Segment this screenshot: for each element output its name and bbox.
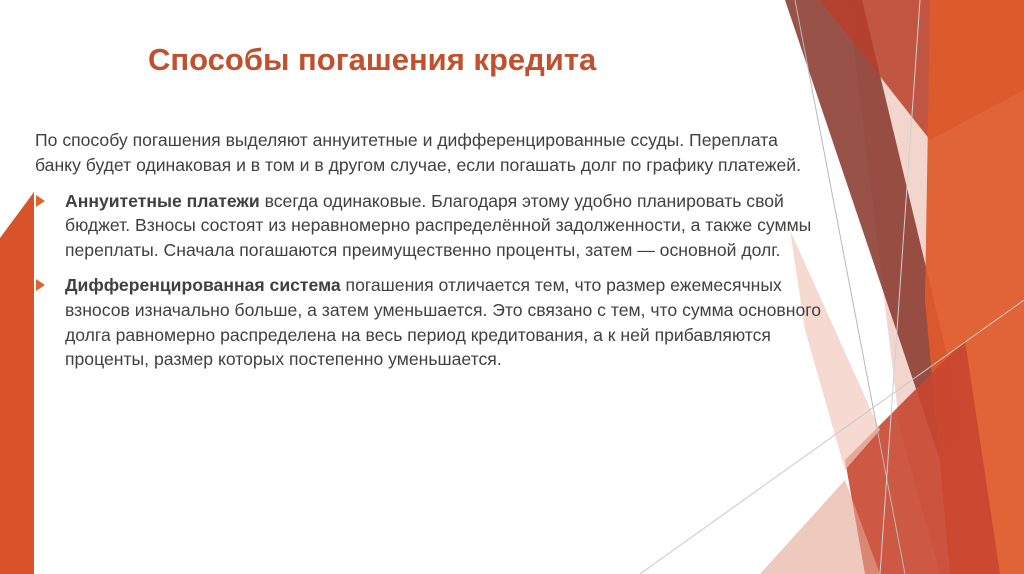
slide-body bbox=[35, 128, 825, 382]
left-accent-shape bbox=[0, 192, 34, 574]
triangle-bullet-icon bbox=[36, 279, 45, 291]
bullet-term: Дифференцированная система bbox=[65, 274, 341, 295]
bullet-text: всегда одинаковые. Благодаря этому удобно планировать свой бюджет. Взносы состоят из неравномерно распределённой задолженности, а также суммы переплаты. Сначала погашаются преимущественно проценты, затем — основной долг. bbox=[65, 190, 812, 261]
intro-paragraph: По способу погашения выделяют аннуитетные и дифференцированные ссуды. Переплата банку будет одинаковая и в том и в другом случае, если погашать долг по графику платежей. bbox=[35, 130, 801, 175]
bullet-text: погашения отличается тем, что размер ежемесячных взносов изначально больше, а затем уменьшается. Это связано с тем, что сумма основного долга равномерно распределена на весь период кредитования, а к ней прибавляются проценты, размер которых постепенно уменьшается. bbox=[65, 274, 822, 370]
bullet-annuity bbox=[35, 189, 825, 263]
bullet-differentiated bbox=[35, 273, 825, 372]
triangle-bullet-icon bbox=[36, 195, 45, 207]
bullet-term: Аннуитетные платежи bbox=[65, 190, 260, 211]
slide-title: Способы погашения кредита bbox=[148, 42, 597, 77]
